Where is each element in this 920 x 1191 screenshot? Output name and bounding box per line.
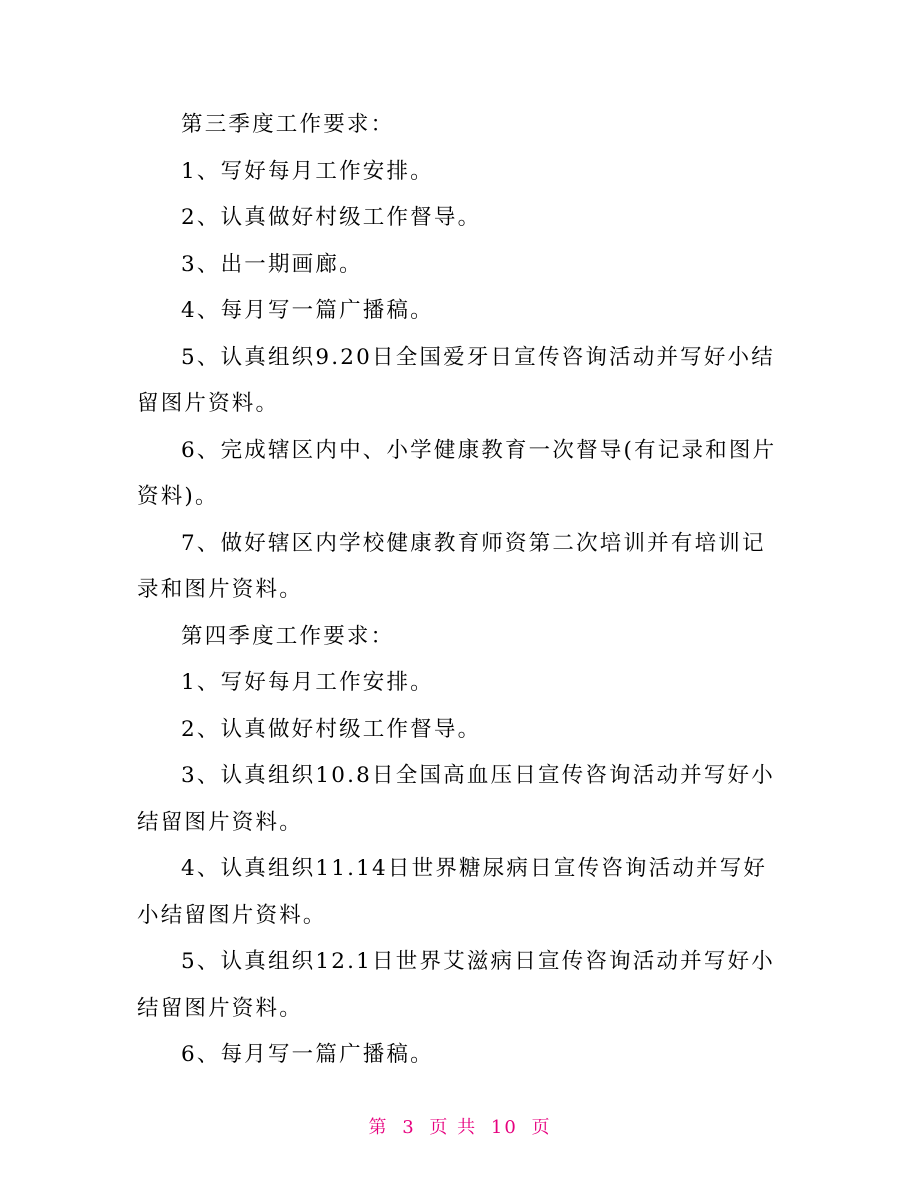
list-item: 1、写好每月工作安排。 xyxy=(181,158,434,184)
list-item: 5、认真组织9.20日全国爱牙日宣传咨询活动并写好小结留图片资料。 xyxy=(137,344,775,416)
list-item: 3、认真组织10.8日全国高血压日宣传咨询活动并写好小结留图片资料。 xyxy=(137,763,775,835)
footer-suffix: 页 xyxy=(531,1117,552,1138)
list-item: 1、写好每月工作安排。 xyxy=(181,670,434,695)
list-item: 2、认真做好村级工作督导。 xyxy=(181,716,482,742)
document-body xyxy=(137,102,787,1079)
list-item: 4、每月写一篇广播稿。 xyxy=(181,298,434,323)
list-item: 7、做好辖区内学校健康教育师资第二次培训并有培训记录和图片资料。 xyxy=(137,530,766,602)
page-footer xyxy=(0,1113,920,1139)
footer-middle: 页 共 xyxy=(429,1117,478,1138)
list-item: 6、完成辖区内中、小学健康教育一次督导(有记录和图片资料)。 xyxy=(137,437,777,509)
list-item: 4、认真组织11.14日世界糖尿病日宣传咨询活动并写好小结留图片资料。 xyxy=(137,856,768,928)
list-item: 6、每月写一篇广播稿。 xyxy=(181,1042,434,1067)
current-page-number: 3 xyxy=(402,1117,416,1138)
section-heading-q3: 第三季度工作要求： xyxy=(181,112,395,137)
section-heading-q4: 第四季度工作要求： xyxy=(181,623,395,649)
footer-prefix: 第 xyxy=(368,1117,389,1138)
list-item: 5、认真组织12.1日世界艾滋病日宣传咨询活动并写好小结留图片资料。 xyxy=(137,949,775,1021)
list-item: 2、认真做好村级工作督导。 xyxy=(181,205,482,230)
total-page-count: 10 xyxy=(490,1117,518,1138)
list-item: 3、出一期画廊。 xyxy=(181,251,363,277)
